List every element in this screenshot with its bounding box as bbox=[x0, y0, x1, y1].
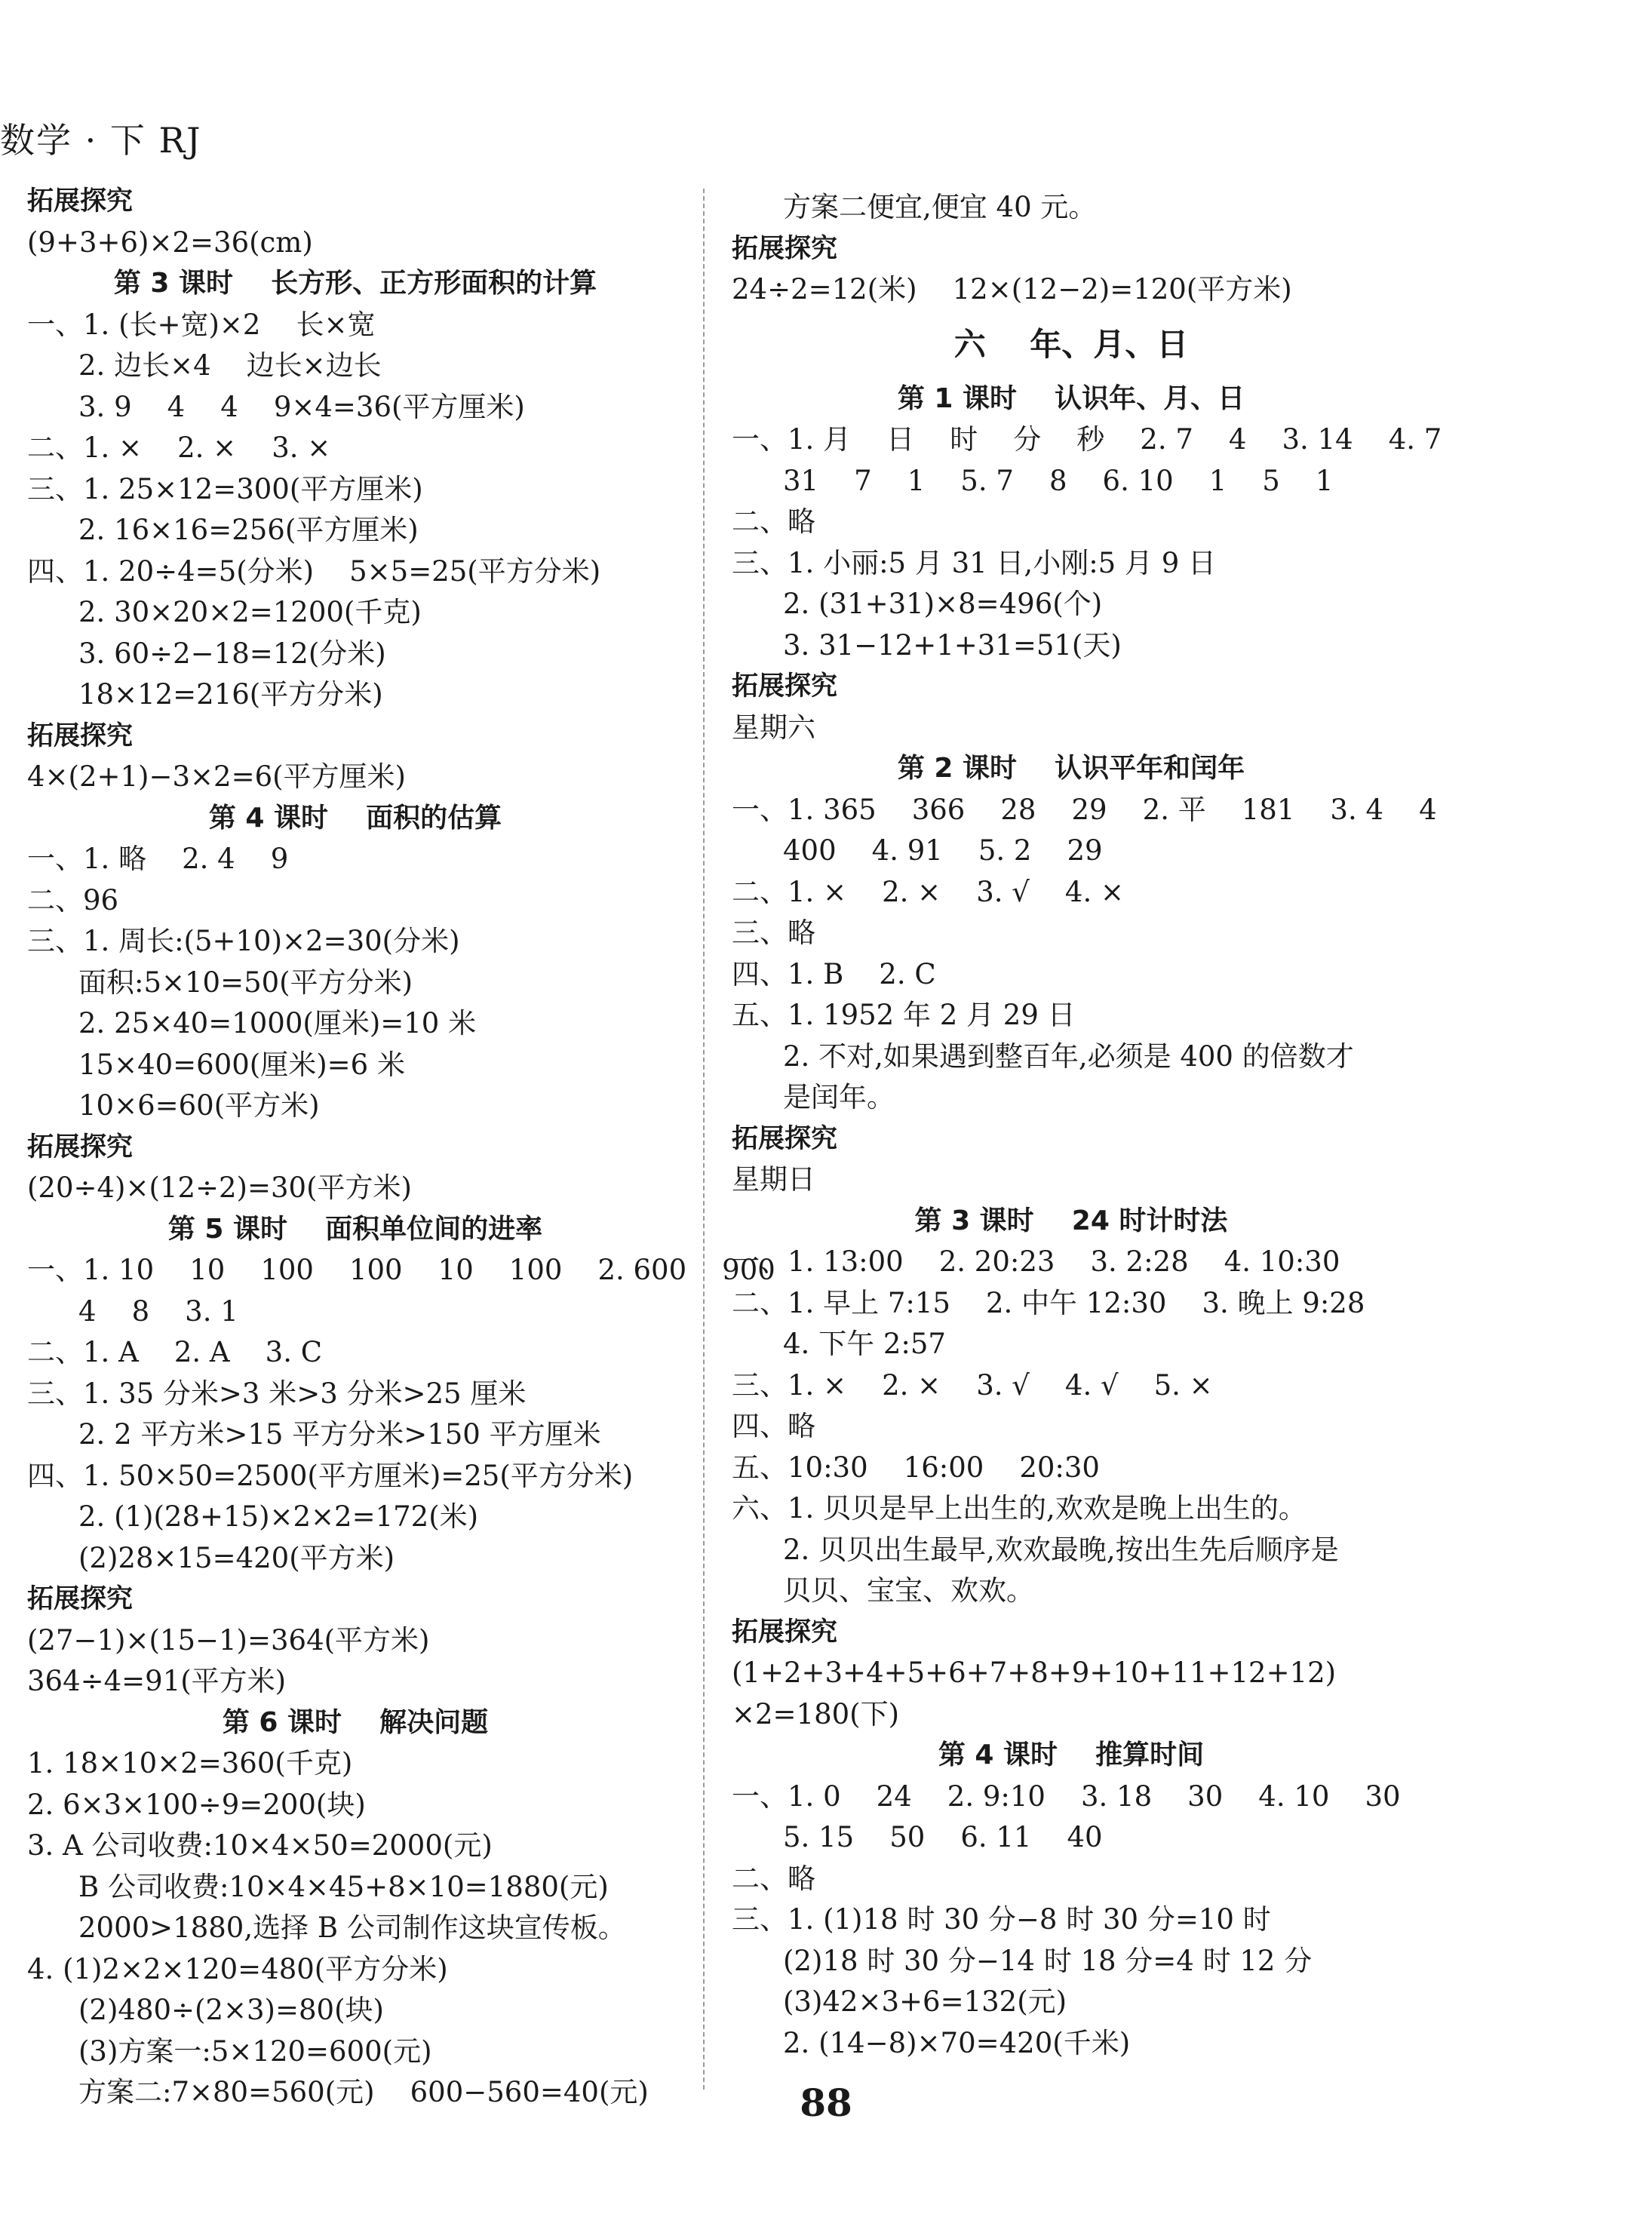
answer-line: 2. (31+31)×8=496(个) bbox=[783, 588, 1103, 620]
answer-line: 1. 18×10×2=360(千克) bbox=[27, 1747, 353, 1779]
answer-line: 一、1. 月 日 时 分 秒 2. 7 4 3. 14 4. 7 bbox=[732, 423, 1442, 456]
answer-line: 364÷4=91(平方米) bbox=[27, 1665, 287, 1697]
answer-line: (2)18 时 30 分−14 时 18 分=4 时 12 分 bbox=[783, 1944, 1313, 1977]
answer-line: 一、1. 0 24 2. 9:10 3. 18 30 4. 10 30 bbox=[732, 1779, 1401, 1813]
answer-line: 24÷2=12(米) 12×(12−2)=120(平方米) bbox=[732, 273, 1292, 306]
answer-line: (20÷4)×(12÷2)=30(平方米) bbox=[27, 1171, 412, 1204]
answer-line: 3. 31−12+1+31=51(天) bbox=[783, 628, 1122, 662]
page-number: 88 bbox=[800, 2080, 852, 2125]
answer-line: (27−1)×(15−1)=364(平方米) bbox=[27, 1623, 430, 1657]
answer-line: 2. 2 平方米>15 平方分米>150 平方厘米 bbox=[78, 1418, 601, 1451]
unit-title: 六 年、月、日 bbox=[953, 325, 1189, 363]
answer-line: 二、1. 早上 7:15 2. 中午 12:30 3. 晚上 9:28 bbox=[732, 1286, 1365, 1319]
answer-line: 六、1. 贝贝是早上出生的,欢欢是晚上出生的。 bbox=[732, 1492, 1307, 1525]
answer-line: 三、略 bbox=[732, 917, 815, 949]
answer-line: 二、略 bbox=[732, 505, 815, 538]
answer-line: 一、1. 10 10 100 100 10 100 2. 600 900 bbox=[27, 1254, 775, 1286]
answer-line: 3. 60÷2−18=12(分米) bbox=[78, 637, 386, 670]
answer-line: (3)方案一:5×120=600(元) bbox=[78, 2034, 432, 2068]
answer-line: 4. (1)2×2×120=480(平方分米) bbox=[27, 1952, 448, 1985]
answer-line: 三、1. 25×12=300(平方厘米) bbox=[27, 472, 423, 505]
answer-line: 一、1. 略 2. 4 9 bbox=[27, 843, 289, 875]
answer-line: 2. (14−8)×70=420(千米) bbox=[783, 2026, 1131, 2059]
answer-line: 四、略 bbox=[732, 1410, 815, 1442]
answer-line: 二、1. A 2. A 3. C bbox=[27, 1336, 323, 1368]
answer-line: 一、1. 13:00 2. 20:23 3. 2:28 4. 10:30 bbox=[732, 1245, 1340, 1278]
answer-line: 2. 16×16=256(平方厘米) bbox=[78, 514, 419, 546]
lesson-heading: 第 4 课时 推算时间 bbox=[938, 1740, 1205, 1770]
answer-line: 2. 贝贝出生最早,欢欢最晚,按出生先后顺序是 bbox=[783, 1533, 1339, 1566]
answer-line: 一、1. 365 366 28 29 2. 平 181 3. 4 4 bbox=[732, 793, 1437, 826]
answer-line: 三、1. 35 分米>3 米>3 分米>25 厘米 bbox=[27, 1377, 527, 1410]
answer-line: 4. 下午 2:57 bbox=[783, 1328, 946, 1360]
lesson-heading: 第 6 课时 解决问题 bbox=[222, 1706, 489, 1738]
answer-line: 一、1. (长+宽)×2 长×宽 bbox=[27, 308, 376, 341]
answer-line: 二、96 bbox=[27, 883, 119, 917]
answer-line: 三、1. 周长:(5+10)×2=30(分米) bbox=[27, 925, 460, 957]
answer-line: 5. 15 50 6. 11 40 bbox=[783, 1821, 1103, 1853]
answer-line: 五、1. 1952 年 2 月 29 日 bbox=[732, 999, 1076, 1031]
answer-line: 400 4. 91 5. 2 29 bbox=[783, 834, 1103, 867]
answer-line: (2)28×15=420(平方米) bbox=[78, 1541, 395, 1574]
answer-line: 星期日 bbox=[732, 1163, 815, 1196]
section-label: 拓展探究 bbox=[732, 233, 838, 264]
answer-line: 三、1. 小丽:5 月 31 日,小刚:5 月 9 日 bbox=[732, 546, 1217, 579]
answer-line: 二、略 bbox=[732, 1862, 815, 1895]
answer-line: 10×6=60(平方米) bbox=[78, 1089, 320, 1122]
answer-line: 三、1. × 2. × 3. √ 4. √ 5. × bbox=[732, 1368, 1213, 1402]
answer-line: 二、1. × 2. × 3. √ 4. × bbox=[732, 875, 1124, 908]
answer-line: 四、1. 50×50=2500(平方厘米)=25(平方分米) bbox=[27, 1459, 634, 1492]
answer-line: ×2=180(下) bbox=[732, 1697, 900, 1730]
page-header: 数学 · 下 RJ bbox=[0, 120, 202, 161]
section-label: 拓展探究 bbox=[27, 1584, 134, 1614]
answer-line: 15×40=600(厘米)=6 米 bbox=[78, 1048, 405, 1081]
answer-line: 2. 6×3×100÷9=200(块) bbox=[27, 1788, 366, 1821]
section-label: 拓展探究 bbox=[27, 720, 134, 751]
answer-line: 2. 25×40=1000(厘米)=10 米 bbox=[78, 1007, 477, 1039]
answer-line: 2. 边长×4 边长×边长 bbox=[78, 349, 382, 382]
section-label: 拓展探究 bbox=[732, 1123, 838, 1154]
lesson-heading: 第 2 课时 认识平年和闰年 bbox=[897, 753, 1245, 784]
answer-line: (3)42×3+6=132(元) bbox=[783, 1985, 1067, 2018]
answer-line: (9+3+6)×2=36(cm) bbox=[27, 226, 313, 259]
answer-line: 方案二便宜,便宜 40 元。 bbox=[783, 191, 1097, 223]
answer-line: 18×12=216(平方分米) bbox=[78, 678, 383, 711]
section-label: 拓展探究 bbox=[27, 186, 134, 216]
column-divider bbox=[703, 189, 705, 2090]
answer-line: 星期六 bbox=[732, 711, 815, 744]
answer-line: 2. 不对,如果遇到整百年,必须是 400 的倍数才 bbox=[783, 1039, 1354, 1073]
answer-line: 贝贝、宝宝、欢欢。 bbox=[783, 1574, 1034, 1607]
answer-line: (1+2+3+4+5+6+7+8+9+10+11+12+12) bbox=[732, 1657, 1337, 1689]
lesson-heading: 第 5 课时 面积单位间的进率 bbox=[167, 1213, 543, 1245]
answer-line: 方案二:7×80=560(元) 600−560=40(元) bbox=[78, 2076, 649, 2108]
section-label: 拓展探究 bbox=[27, 1132, 134, 1162]
answer-line: 2. (1)(28+15)×2×2=172(米) bbox=[78, 1500, 479, 1533]
lesson-heading: 第 4 课时 面积的估算 bbox=[208, 802, 502, 834]
answer-line: 面积:5×10=50(平方分米) bbox=[78, 966, 413, 999]
answer-line: 三、1. (1)18 时 30 分−8 时 30 分=10 时 bbox=[732, 1903, 1271, 1936]
answer-line: 31 7 1 5. 7 8 6. 10 1 5 1 bbox=[783, 464, 1334, 497]
answer-line: 4 8 3. 1 bbox=[78, 1294, 238, 1328]
answer-line: 2000>1880,选择 B 公司制作这块宣传板。 bbox=[78, 1911, 626, 1944]
answer-line: 五、10:30 16:00 20:30 bbox=[732, 1451, 1100, 1484]
answer-line: 四、1. 20÷4=5(分米) 5×5=25(平方分米) bbox=[27, 554, 601, 588]
answer-line: (2)480÷(2×3)=80(块) bbox=[78, 1994, 384, 2026]
answer-line: 3. A 公司收费:10×4×50=2000(元) bbox=[27, 1829, 493, 1862]
answer-line: 二、1. × 2. × 3. × bbox=[27, 431, 331, 464]
answer-line: B 公司收费:10×4×45+8×10=1880(元) bbox=[78, 1870, 609, 1903]
lesson-heading: 第 1 课时 认识年、月、日 bbox=[897, 382, 1245, 414]
answer-line: 是闰年。 bbox=[783, 1081, 895, 1113]
answer-line: 四、1. B 2. C bbox=[732, 957, 936, 990]
lesson-heading: 第 3 课时 长方形、正方形面积的计算 bbox=[113, 268, 597, 299]
section-label: 拓展探究 bbox=[732, 1617, 838, 1647]
answer-line: 4×(2+1)−3×2=6(平方厘米) bbox=[27, 760, 406, 793]
lesson-heading: 第 3 课时 24 时计时法 bbox=[914, 1205, 1228, 1236]
answer-line: 2. 30×20×2=1200(千克) bbox=[78, 596, 422, 628]
right-column bbox=[732, 187, 1442, 2064]
answer-line: 3. 9 4 4 9×4=36(平方厘米) bbox=[78, 390, 525, 423]
section-label: 拓展探究 bbox=[732, 671, 838, 702]
